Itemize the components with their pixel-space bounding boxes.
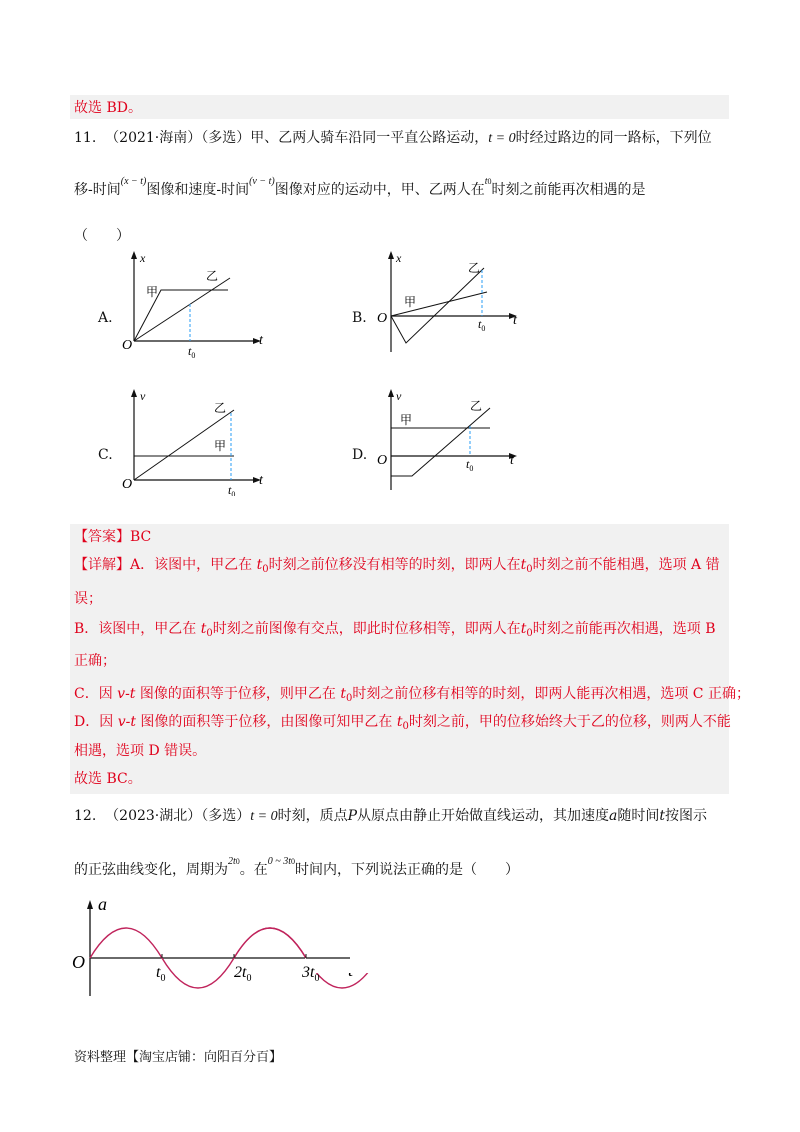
q12-stem-line1: 12. （2023·湖北）（多选）t = 0时刻，质点P从原点由静止开始做直线运动，其加速度a随时间t按图示 bbox=[74, 808, 708, 824]
t0-tick: $t_0$ bbox=[478, 317, 486, 333]
origin-label: O bbox=[122, 477, 133, 492]
a-axis-label: a bbox=[98, 894, 107, 914]
t-axis-label: t bbox=[259, 333, 263, 348]
tick-t0: $t_0$ bbox=[156, 964, 166, 984]
yi-label: 乙 bbox=[206, 269, 219, 283]
option-b-label: B. bbox=[352, 310, 367, 326]
option-c-label: C. bbox=[98, 447, 113, 463]
option-a-label: A. bbox=[98, 310, 113, 326]
previous-conclusion: 故选 BD。 bbox=[74, 100, 142, 116]
option-d-label: D. bbox=[352, 447, 368, 463]
t0-tick: $t_0$ bbox=[466, 457, 474, 473]
jia-label: 甲 bbox=[214, 439, 227, 453]
yi-label: 乙 bbox=[468, 261, 481, 275]
option-b-graph bbox=[372, 248, 532, 358]
detail-d-line2: 相遇，选项 D 错误。 bbox=[74, 743, 207, 759]
detail-b-line1: B．该图中，甲乙在 $t_0$时刻之前图像有交点，即此时位移相等，即两人在$t_0$时刻之前能再次相遇，选项 B bbox=[74, 621, 716, 639]
y-axis-label: v bbox=[396, 389, 402, 403]
detail-b-line2: 正确； bbox=[74, 653, 116, 669]
detail-a-line2: 误； bbox=[74, 591, 102, 607]
option-c-graph bbox=[118, 386, 278, 496]
origin-label: O bbox=[72, 952, 85, 972]
answer-conclusion: 故选 BC。 bbox=[74, 771, 142, 787]
detail-c-line: C．因 v-t 图像的面积等于位移，则甲乙在 $t_0$时刻之前位移有相等的时刻，即两人能再次相遇，选项 C 正确； bbox=[74, 686, 750, 704]
jia-label: 甲 bbox=[400, 413, 413, 427]
option-d-graph bbox=[372, 386, 532, 496]
jia-label: 甲 bbox=[146, 285, 159, 299]
y-axis-label: x bbox=[140, 251, 146, 265]
t0-tick: $t_0$ bbox=[188, 344, 196, 358]
q11-stem-line1: 11. （2021·海南）（多选）甲、乙两人骑车沿同一平直公路运动，t = 0时经过路边的同一路标，下列位 bbox=[74, 130, 712, 146]
answer-blank: （ ） bbox=[74, 228, 130, 244]
origin-label: O bbox=[377, 453, 388, 468]
tick-3t0: $3t_0$ bbox=[302, 964, 320, 984]
t-axis-label: t bbox=[513, 313, 517, 328]
origin-label: O bbox=[122, 338, 133, 353]
t-axis-label: t bbox=[510, 453, 514, 468]
t0-tick: $t_0$ bbox=[228, 483, 236, 496]
origin-label: O bbox=[377, 311, 388, 326]
y-axis-label: x bbox=[396, 251, 402, 265]
detail-d-line1: D．因 v-t 图像的面积等于位移，由图像可知甲乙在 $t_0$时刻之前，甲的位移始终大于乙的位移，则两人不能 bbox=[74, 714, 731, 732]
answer-line: 【答案】BC bbox=[74, 529, 152, 545]
jia-label: 甲 bbox=[404, 295, 417, 309]
acceleration-sine-graph bbox=[70, 888, 370, 1000]
detail-a-line1: 【详解】A．该图中，甲乙在 $t_0$时刻之前位移没有相等的时刻，即两人在$t_0$时刻之前不能相遇，选项 A 错 bbox=[74, 557, 720, 575]
yi-label: 乙 bbox=[470, 399, 483, 413]
q12-stem-line2: 的正弦曲线变化，周期为$^{2t0}$。在$^{0 \sim 3t0}$时间内，下列说法正确的是（ ） bbox=[74, 856, 519, 878]
y-axis-label: v bbox=[140, 389, 146, 403]
t0-symbol: t0 bbox=[484, 176, 492, 187]
footer-source: 资料整理【淘宝店铺：向阳百分百】 bbox=[74, 1050, 283, 1065]
t-axis-label: t bbox=[259, 473, 263, 488]
option-a-graph bbox=[118, 248, 278, 358]
q11-stem-line2: 移-时间$^{(x - t)}$图像和速度-时间$^{(v - t)}$图像对应的运动中，甲、乙两人在$^{t0}$时刻之前能再次相遇的是 bbox=[74, 176, 646, 198]
yi-label: 乙 bbox=[214, 401, 227, 415]
tick-2t0: $2t_0$ bbox=[234, 964, 252, 984]
